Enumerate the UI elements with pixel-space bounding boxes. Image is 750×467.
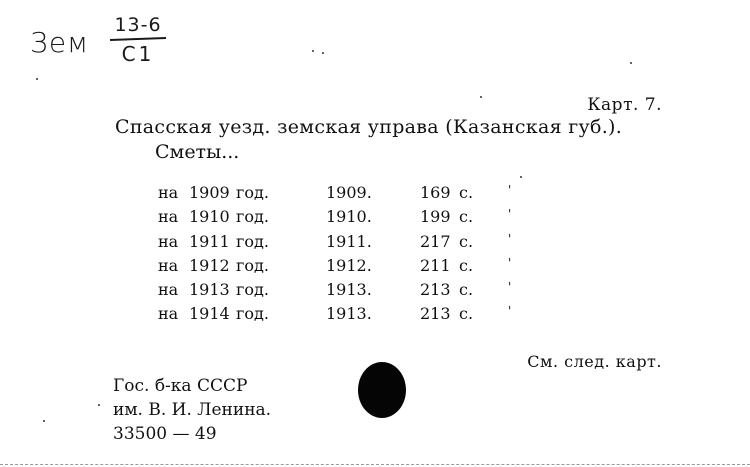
speck-mark — [520, 176, 522, 178]
entry-unit: с. — [459, 255, 474, 275]
entry-prefix: на — [158, 183, 179, 202]
entry-prefix: на — [158, 255, 179, 275]
punch-hole-icon — [358, 362, 406, 418]
speck-mark — [43, 420, 45, 422]
tick-mark-icon: ' — [508, 255, 512, 270]
tick-mark-icon: ' — [508, 183, 512, 197]
entry-pub-year: 1912. — [326, 255, 372, 275]
entry-pages: 211 — [420, 255, 451, 275]
library-name: Гос. б-ка СССР — [113, 376, 248, 396]
entry-year: 1912 — [189, 255, 230, 275]
entry-pages: 199 — [420, 207, 451, 227]
entry-year: 1911 — [189, 231, 230, 251]
entry-unit: с. — [459, 280, 474, 300]
entry-unit: с. — [459, 183, 474, 202]
entry-prefix: на — [158, 280, 179, 300]
speck-mark — [312, 50, 314, 52]
handwritten-fraction — [108, 14, 168, 66]
speck-mark — [630, 62, 632, 64]
entry-pages: 169 — [420, 183, 451, 202]
entry-prefix: на — [158, 304, 179, 324]
card-bottom-edge — [0, 463, 750, 465]
entry-prefix: на — [158, 231, 179, 251]
entry-pages: 213 — [420, 304, 451, 324]
card-title: Спасская уезд. земская управа (Казанская губ.). — [115, 116, 623, 138]
handwritten-fraction-bottom: С1 — [121, 41, 155, 66]
entry-pub-year: 1913. — [326, 280, 372, 300]
entry-pub-year: 1913. — [326, 304, 372, 324]
entry-pub-year: 1911. — [326, 231, 372, 251]
card-subtitle: Сметы... — [155, 141, 240, 163]
handwritten-fraction-top: 13-6 — [114, 14, 162, 36]
tick-mark-icon: ' — [508, 207, 512, 222]
speck-mark — [36, 78, 38, 80]
entry-god: год. — [236, 183, 269, 202]
entry-unit: с. — [459, 207, 474, 227]
entry-year: 1914 — [189, 304, 230, 324]
speck-mark — [98, 404, 100, 406]
handwritten-shelfmark: Зем — [30, 26, 90, 59]
entry-god: год. — [236, 255, 269, 275]
entry-year: 1913 — [189, 280, 230, 300]
entry-year: 1910 — [189, 207, 230, 227]
entry-pub-year: 1910. — [326, 207, 372, 227]
entry-prefix: на — [158, 207, 179, 227]
see-next-card-note: См. след. карт. — [527, 352, 662, 371]
entry-god: год. — [236, 231, 269, 251]
entry-god: год. — [236, 304, 269, 324]
entry-god: год. — [236, 207, 269, 227]
entry-god: год. — [236, 280, 269, 300]
entry-pages: 213 — [420, 280, 451, 300]
speck-mark — [480, 96, 482, 98]
tick-mark-icon: ' — [508, 280, 512, 295]
library-dedication: им. В. И. Ленина. — [113, 400, 272, 420]
entry-year: 1909 — [189, 183, 230, 202]
entry-unit: с. — [459, 231, 474, 251]
speck-mark — [322, 52, 324, 54]
entry-pub-year: 1909. — [326, 183, 372, 202]
library-stamp — [113, 374, 271, 446]
library-print-code: 33500 — 49 — [113, 424, 217, 444]
entry-pages: 217 — [420, 231, 451, 251]
tick-mark-icon: ' — [508, 304, 512, 319]
entry-unit: с. — [459, 304, 474, 324]
tick-mark-icon: ' — [508, 231, 512, 246]
card-number: Карт. 7. — [587, 95, 662, 115]
